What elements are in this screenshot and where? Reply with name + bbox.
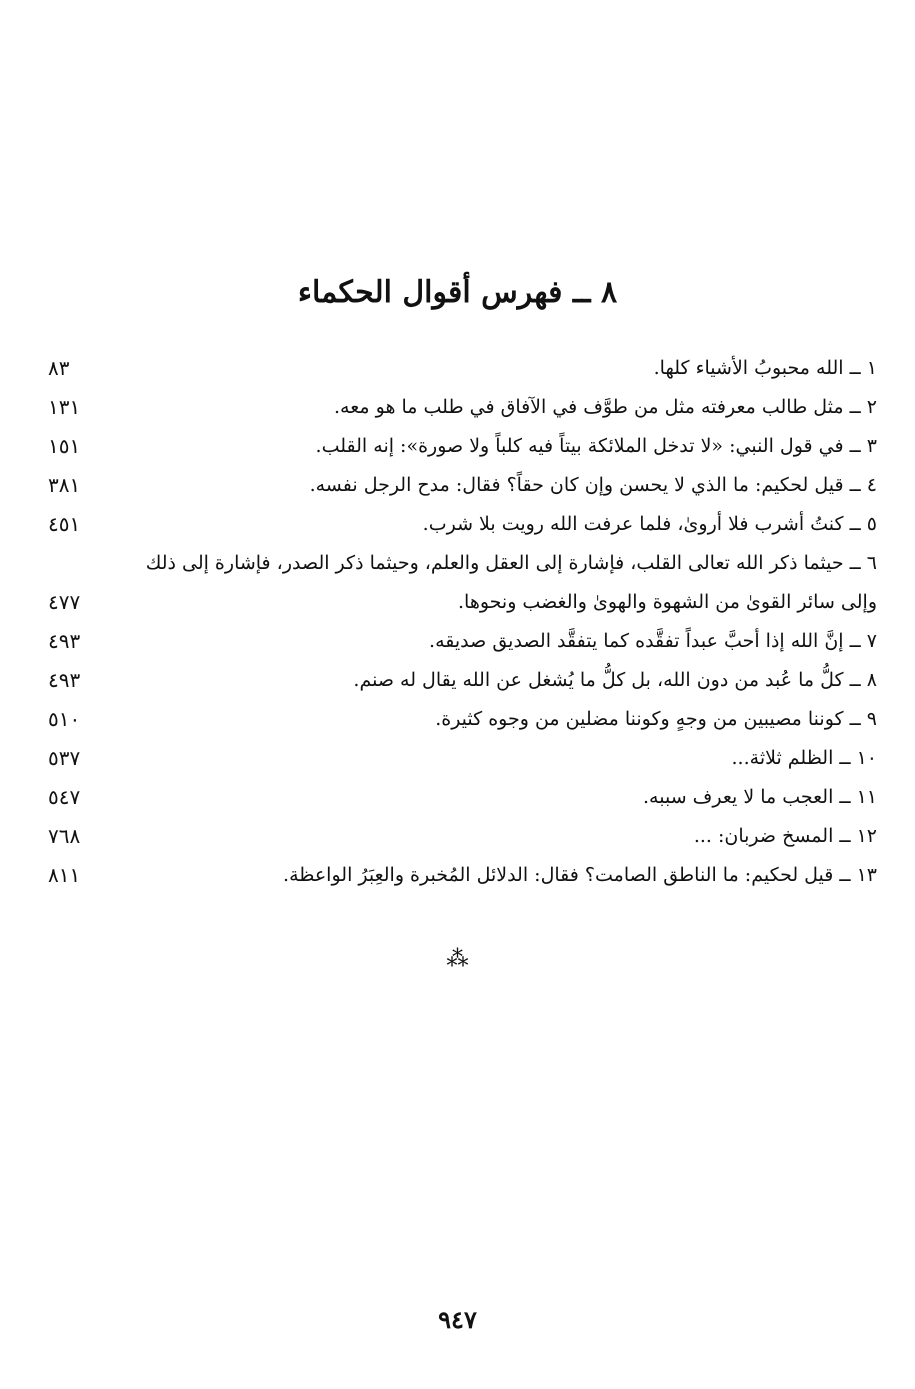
entry-text: ٢ ــ مثل طالب معرفته مثل من طوَّف في الآفاق في طلب ما هو معه. (334, 396, 877, 418)
index-entry (0, 622, 915, 661)
index-entry (0, 388, 915, 427)
index-entry (0, 661, 915, 700)
entry-page-number: ١٥١ (48, 434, 81, 458)
entry-page-number: ٣٨١ (48, 473, 81, 497)
index-entry (0, 427, 915, 466)
index-entry (0, 505, 915, 544)
index-entry (0, 544, 915, 622)
entry-text: ٦ ــ حيثما ذكر الله تعالى القلب، فإشارة إلى العقل والعلم، وحيثما ذكر الصدر، فإشارة إلى ذلك وإلى سائر القوىٰ من الشهوة والهوىٰ والغضب ونحوها. (145, 552, 877, 613)
entry-text: ٥ ــ كنتُ أشرب فلا أروىٰ، فلما عرفت الله رويت بلا شرب. (422, 513, 877, 535)
entry-text: ١٠ ــ الظلم ثلاثة... (731, 747, 877, 769)
entry-page-number: ٥١٠ (48, 707, 81, 731)
asterism-separator: ⁂ (446, 947, 469, 972)
entry-page-number: ٥٣٧ (48, 746, 81, 770)
index-entries (0, 349, 915, 895)
entry-page-number: ١٣١ (48, 395, 81, 419)
index-entry (0, 466, 915, 505)
entry-page-number: ٧٦٨ (48, 824, 81, 848)
index-entry (0, 700, 915, 739)
entry-page-number: ٤٩٣ (48, 668, 81, 692)
entry-page-number: ٤٧٧ (48, 590, 81, 614)
entry-text: ٧ ــ إنَّ الله إذا أحبَّ عبداً تفقَّده كما يتفقَّد الصديق صديقه. (429, 630, 877, 652)
index-entry (0, 856, 915, 895)
index-entry (0, 739, 915, 778)
entry-text: ٣ ــ في قول النبي: «لا تدخل الملائكة بيتاً فيه كلباً ولا صورة»: إنه القلب. (315, 435, 877, 457)
entry-text: ٨ ــ كلُّ ما عُبد من دون الله، بل كلُّ ما يُشغل عن الله يقال له صنم. (353, 669, 877, 691)
index-entry (0, 778, 915, 817)
index-entry (0, 349, 915, 388)
entry-text: ١٣ ــ قيل لحكيم: ما الناطق الصامت؟ فقال: الدلائل المُخبرة والعِبَرُ الواعظة. (283, 864, 877, 886)
entry-text: ١٢ ــ المسخ ضربان: ... (693, 825, 877, 847)
entry-page-number: ٤٩٣ (48, 629, 81, 653)
entry-page-number: ٥٤٧ (48, 785, 81, 809)
page-number: ٩٤٧ (438, 1305, 477, 1334)
entry-text: ٩ ــ كوننا مصيبين من وجهٍ وكوننا مضلين من وجوه كثيرة. (435, 708, 877, 730)
index-entry (0, 817, 915, 856)
entry-text: ٤ ــ قيل لحكيم: ما الذي لا يحسن وإن كان حقاً؟ فقال: مدح الرجل نفسه. (309, 474, 877, 496)
entry-page-number: ٤٥١ (48, 512, 81, 536)
entry-text: ١ ــ الله محبوبُ الأشياء كلها. (653, 357, 877, 379)
section-title: ٨ ــ فهرس أقوال الحكماء (297, 275, 618, 310)
entry-page-number: ٨١١ (48, 863, 81, 887)
entry-page-number: ٨٣ (48, 356, 70, 380)
entry-text: ١١ ــ العجب ما لا يعرف سببه. (643, 786, 877, 808)
